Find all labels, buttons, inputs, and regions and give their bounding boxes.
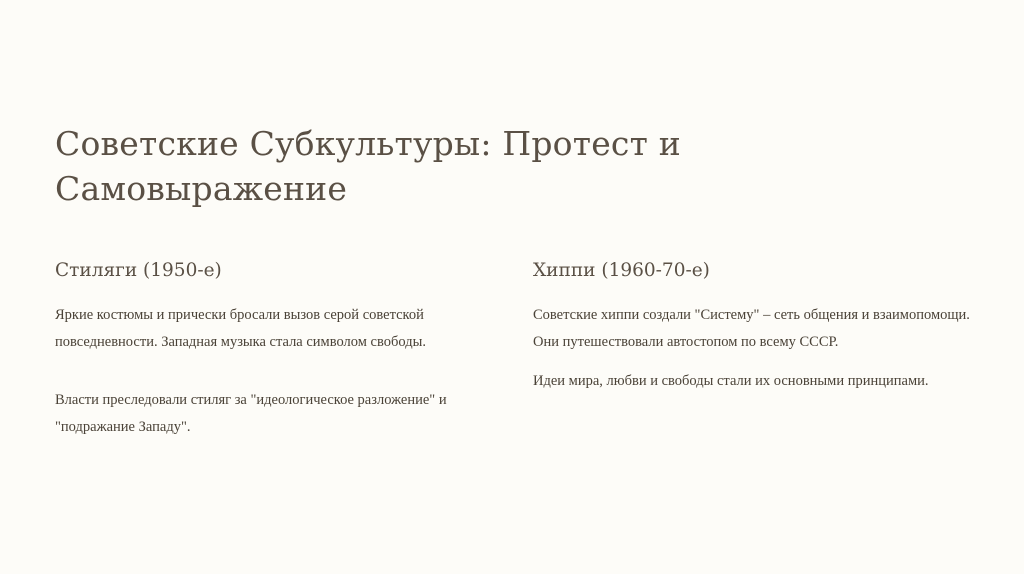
- column-paragraph: Идеи мира, любви и свободы стали их основными принципами.: [533, 373, 929, 389]
- column-heading: Стиляги (1950-е): [55, 260, 222, 281]
- column-paragraph: Власти преследовали стиляг за "идеологическое разложение" и "подражание Западу".: [55, 392, 447, 435]
- column-hippies: [533, 256, 983, 395]
- slide-title: Советские Субкультуры: Протест и Самовыражение: [55, 124, 681, 208]
- column-heading: Хиппи (1960-70-е): [533, 260, 710, 281]
- column-paragraph: Советские хиппи создали "Систему" – сеть общения и взаимопомощи. Они путешествовали автостопом по всему СССР.: [533, 307, 970, 350]
- column-paragraph: Яркие костюмы и прически бросали вызов серой советской повседневности. Западная музыка стала символом свободы.: [55, 307, 426, 350]
- column-stilyagi: [55, 256, 505, 440]
